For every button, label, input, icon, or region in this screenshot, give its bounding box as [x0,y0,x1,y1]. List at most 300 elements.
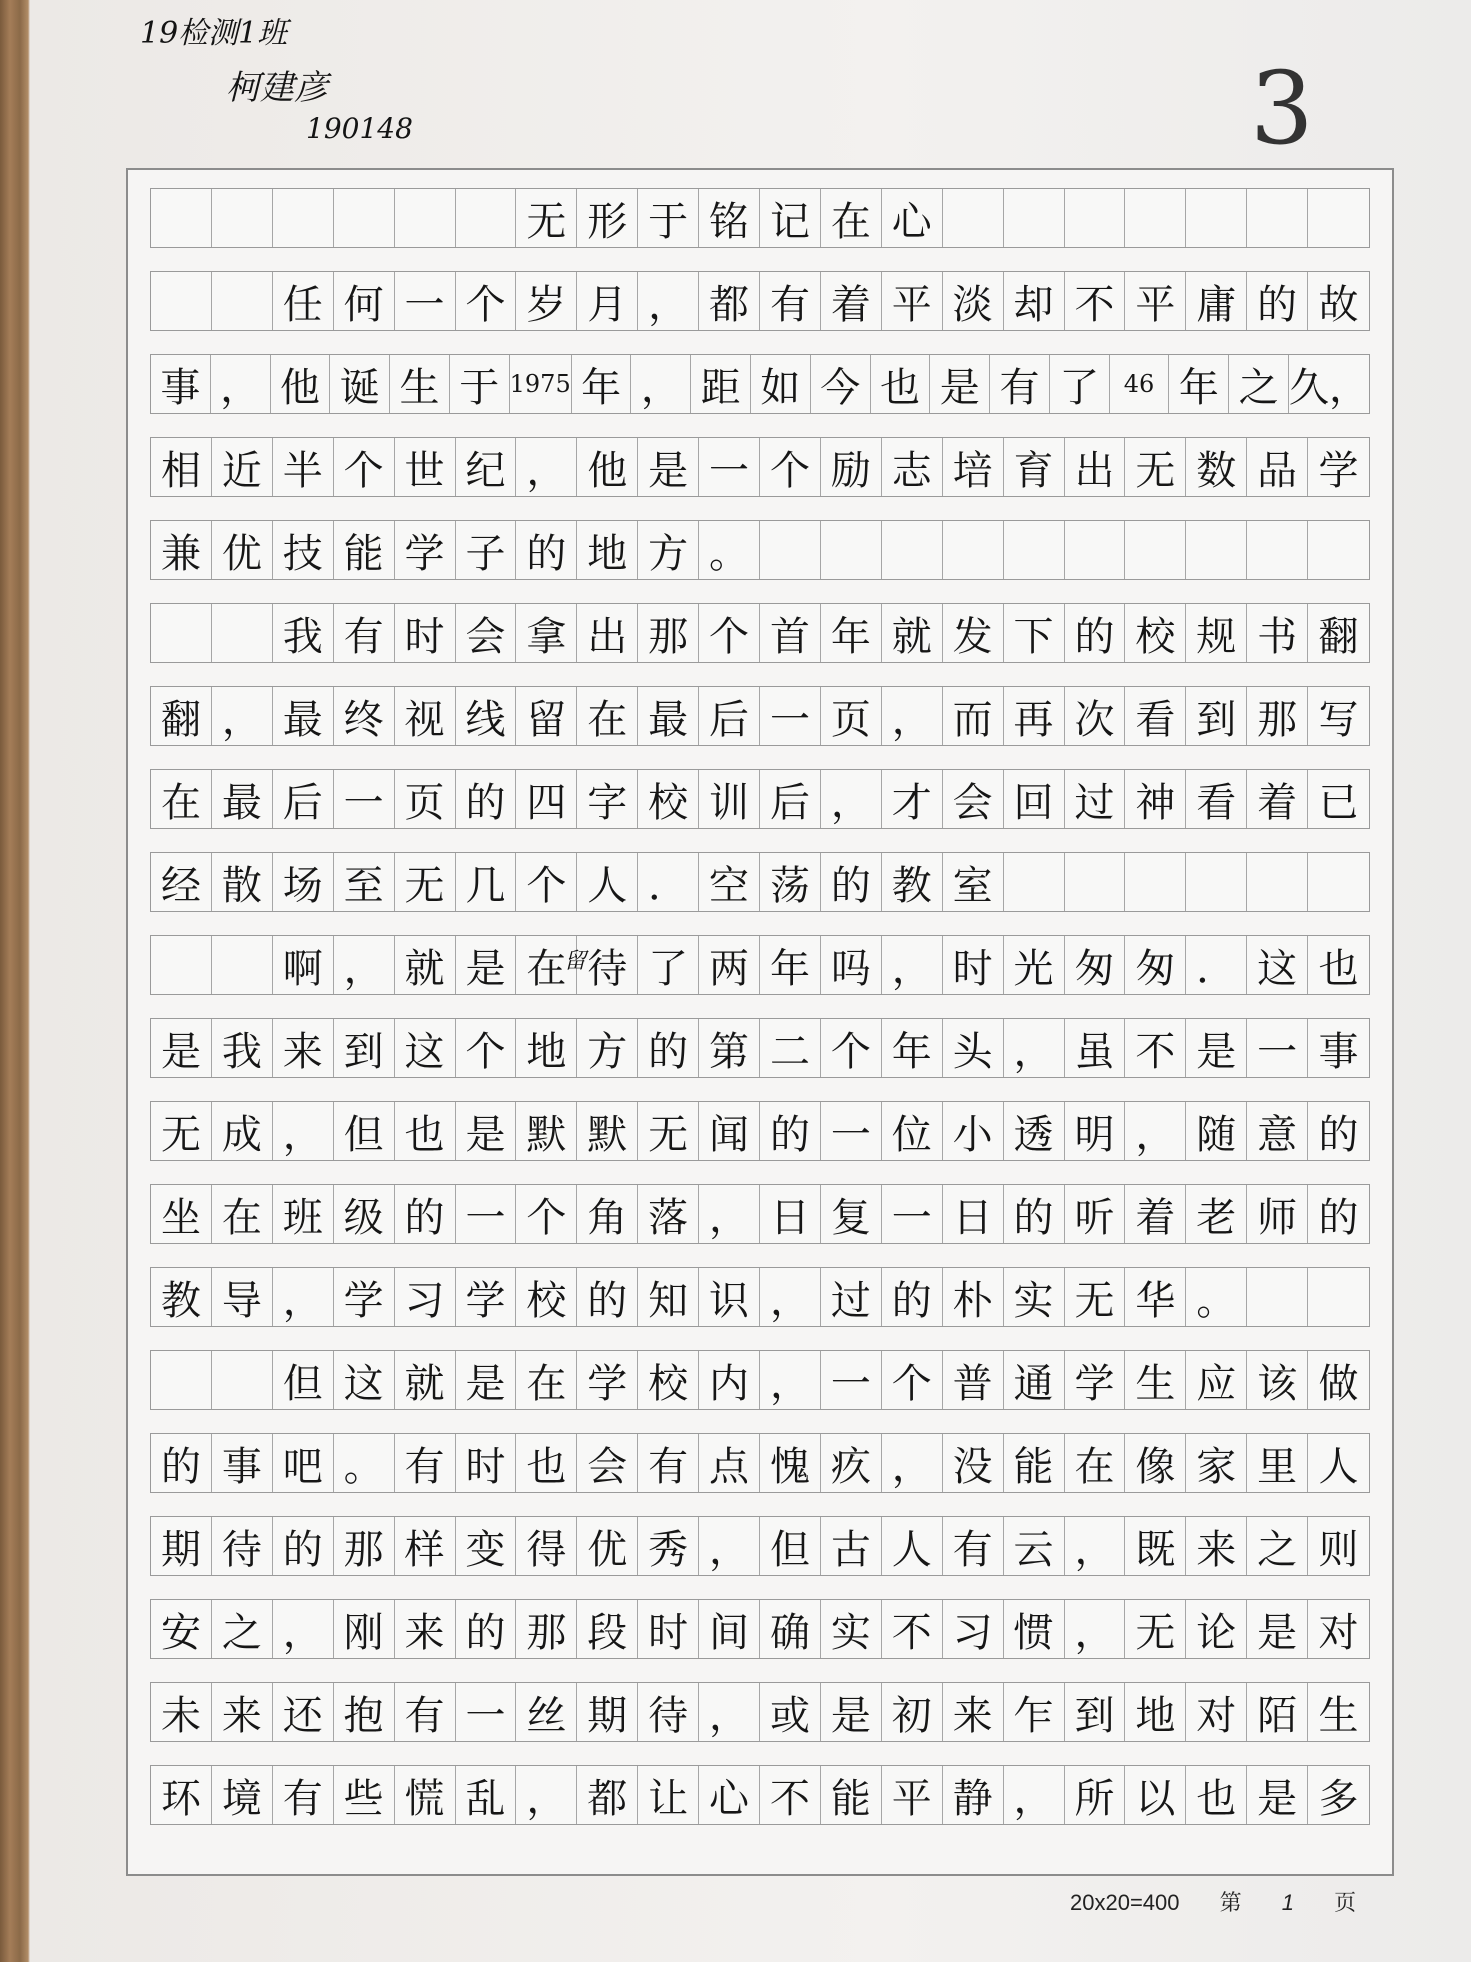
grid-cell: 静 [943,1766,1004,1824]
grid-cell: 最 [273,687,334,745]
grid-cell: 吗 [821,936,882,994]
grid-cell: 愧 [760,1434,821,1492]
grid-cell: 个 [760,438,821,496]
grid-cell: 期 [577,1683,638,1741]
grid-cell: 来 [273,1019,334,1077]
grid-cell [151,189,212,247]
grid-cell [151,1351,212,1409]
grid-cell: 到 [334,1019,395,1077]
grid-cell: 线 [456,687,517,745]
grid-cell: 有 [638,1434,699,1492]
grid-cell: 境 [212,1766,273,1824]
grid-cell: 学 [395,521,456,579]
grid-cell: 铭 [699,189,760,247]
page-suffix: 页 [1334,1890,1357,1915]
grid-cell [1186,853,1247,911]
grid-cell [151,604,212,662]
grid-cell: 任 [273,272,334,330]
grid-cell: 段 [577,1600,638,1658]
grid-cell [1125,521,1186,579]
grid-cell: 是 [456,1102,517,1160]
grid-cell: 随 [1186,1102,1247,1160]
grid-cell: 方 [638,521,699,579]
grid-cell: 最 [212,770,273,828]
grid-cell: 一 [334,770,395,828]
grid-cell: 庸 [1186,272,1247,330]
grid-cell: ， [212,687,273,745]
grid-cell: 下 [1004,604,1065,662]
grid-cell: 书 [1247,604,1308,662]
grid-row [150,1350,1370,1410]
grid-cell: 像 [1125,1434,1186,1492]
grid-cell: 何 [334,272,395,330]
grid-cell: 至 [334,853,395,911]
grid-cell: 是 [638,438,699,496]
student-name: 柯建彦 [226,68,328,108]
grid-cell: 就 [395,1351,456,1409]
grid-cell: 抱 [334,1683,395,1741]
grid-cell: 匆 [1125,936,1186,994]
grid-cell: ， [760,1268,821,1326]
grid-cell: 次 [1065,687,1126,745]
grid-cell: 个 [882,1351,943,1409]
grid-cell: 在 [1065,1434,1126,1492]
grid-cell: ， [631,355,691,413]
grid-cell: 地 [577,521,638,579]
grid-cell [151,272,212,330]
grid-cell: ， [821,770,882,828]
grid-cell: 他 [577,438,638,496]
grid-cell: 就 [882,604,943,662]
grid-cell: 听 [1065,1185,1126,1243]
grid-cell: 无 [1125,1600,1186,1658]
grid-cell: 之 [212,1600,273,1658]
grid-row [150,769,1370,829]
page-number: 1 [1281,1890,1295,1915]
grid-cell: 优 [212,521,273,579]
grid-cell: 培 [943,438,1004,496]
class-name: 19检测1班 [140,16,288,51]
grid-cell [1308,189,1369,247]
grid-cell: 是 [821,1683,882,1741]
grid-cell: 平 [882,272,943,330]
grid-cell: 翻 [1318,613,1359,660]
grid-cell: 但 [273,1351,334,1409]
grid-cell: ， [1004,1019,1065,1077]
grid-cell: 一 [760,687,821,745]
grid-cell: 普 [943,1351,1004,1409]
grid-cell: ， [273,1268,334,1326]
grid-cell: 之 [1229,355,1289,413]
grid-cell: ， [638,272,699,330]
grid-cell: 那 [1247,687,1308,745]
grid-cell: 对 [1186,1683,1247,1741]
grid-cell: 家 [1186,1434,1247,1492]
grid-cell: 对 [1318,1609,1359,1656]
grid-cell: 学 [456,1268,517,1326]
grid-cell: 散 [212,853,273,911]
grid-cell: 落 [638,1185,699,1243]
grid-cell: 校 [1125,604,1186,662]
grid-cell: 来 [1186,1517,1247,1575]
grid-cell: 环 [151,1766,212,1824]
grid-row [150,1267,1370,1327]
grid-cell: 在 [151,770,212,828]
grid-cell: 却 [1004,272,1065,330]
grid-cell: 待 [577,936,638,994]
grid-cell: 了 [638,936,699,994]
grid-cell: 乱 [456,1766,517,1824]
grid-cell: 角 [577,1185,638,1243]
grid-row [150,1599,1370,1659]
grid-cell: 校 [638,770,699,828]
grid-cell: 不 [760,1766,821,1824]
grid-cell: 得 [516,1517,577,1575]
grid-cell: 才 [882,770,943,828]
grid-cell: 华 [1125,1268,1186,1326]
grid-cell: 兼 [151,521,212,579]
grid-cell: 学 [1065,1351,1126,1409]
grid-cell: 导 [212,1268,273,1326]
grid-cell: 学 [577,1351,638,1409]
grid-cell: 年 [572,355,632,413]
grid-cell: 记 [760,189,821,247]
grid-cell [1186,521,1247,579]
grid-cell: 默 [577,1102,638,1160]
grid-cell: 场 [273,853,334,911]
grid-cell: 无 [395,853,456,911]
grid-cell: 光 [1004,936,1065,994]
grid-cell: 。 [699,521,760,579]
grid-cell: 于 [638,189,699,247]
grid-cell: 。 [334,1434,395,1492]
grid-cell: 校 [638,1351,699,1409]
grid-cell: 如 [751,355,811,413]
grid-cell: 拿 [516,604,577,662]
grid-cell: 惯 [1004,1600,1065,1658]
grid-cell: ， [882,1434,943,1492]
grid-cell: 相 [151,438,212,496]
grid-cell: 虽 [1065,1019,1126,1077]
grid-cell: 品 [1247,438,1308,496]
grid-row [150,1184,1370,1244]
grid-cell: 久， [1289,364,1369,411]
grid-cell: 也 [1186,1766,1247,1824]
score-mark: 3 [1250,50,1314,167]
grid-cell: 实 [821,1600,882,1658]
grid-cell: 习 [395,1268,456,1326]
grid-cell [1247,853,1308,911]
grid-cell: 意 [1247,1102,1308,1160]
grid-cell: 一 [882,1185,943,1243]
grid-cell: 着 [821,272,882,330]
grid-cell: 也 [395,1102,456,1160]
grid-cell [821,521,882,579]
grid-row [150,1765,1370,1825]
grid-cell: ， [516,1766,577,1824]
grid-cell: 后 [760,770,821,828]
grid-cell: 时 [395,604,456,662]
grid-cell: 期 [151,1517,212,1575]
grid-cell: 了 [1050,355,1110,413]
grid-cell [1125,189,1186,247]
grid-cell [1065,521,1126,579]
grid-cell: 里 [1247,1434,1308,1492]
grid-cell: 初 [882,1683,943,1741]
grid-cell: 的 [273,1517,334,1575]
grid-cell: 荡 [760,853,821,911]
grid-row [150,1516,1370,1576]
grid-cell: 个 [821,1019,882,1077]
grid-row [150,852,1370,912]
grid-cell: 而 [943,687,1004,745]
grid-cell: 生 [1318,1692,1359,1739]
grid-cell: 未 [151,1683,212,1741]
grid-cell: 也 [1318,945,1359,992]
grid-cell [212,604,273,662]
grid-cell: 识 [699,1268,760,1326]
grid-row [150,520,1370,580]
grid-row [150,437,1370,497]
grid-cell: 励 [821,438,882,496]
grid-cell: 的 [760,1102,821,1160]
grid-cell: 最 [638,687,699,745]
grid-cell: 的 [577,1268,638,1326]
grid-cell [273,189,334,247]
grid-cell: 淡 [943,272,1004,330]
grid-cell: 学 [334,1268,395,1326]
grid-cell: 教 [882,853,943,911]
grid-cell: 坐 [151,1185,212,1243]
grid-cell: 是 [1247,1600,1308,1658]
grid-cell: 还 [273,1683,334,1741]
writing-grid [126,168,1394,1876]
grid-cell: 1975 [510,355,572,413]
grid-cell: 的 [151,1434,212,1492]
grid-cell: 看 [1125,687,1186,745]
grid-cell [212,272,273,330]
grid-cell [1308,521,1369,579]
grid-cell [1186,189,1247,247]
grid-cell: 回 [1004,770,1065,828]
grid-cell: 是 [930,355,990,413]
grid-cell: 一 [395,272,456,330]
grid-cell: 事 [212,1434,273,1492]
page-footer [1070,1886,1390,1917]
grid-cell: 地 [1125,1683,1186,1741]
grid-cell: 是 [456,936,517,994]
grid-cell: 透 [1004,1102,1065,1160]
grid-cell: 终 [334,687,395,745]
grid-cell: 习 [943,1600,1004,1658]
grid-cell: 都 [699,272,760,330]
grid-cell: 页 [821,687,882,745]
grid-cell: 无 [151,1102,212,1160]
grid-cell: 老 [1186,1185,1247,1243]
grid-cell: 陌 [1247,1683,1308,1741]
grid-cell: 翻 [151,687,212,745]
grid-cell [1308,1268,1369,1326]
grid-cell [1125,853,1186,911]
grid-cell: 头 [943,1019,1004,1077]
grid-cell: 过 [1065,770,1126,828]
grid-cell: 疚 [821,1434,882,1492]
grid-cell: 个 [516,1185,577,1243]
grid-cell: 小 [943,1102,1004,1160]
grid-cell: 岁 [516,272,577,330]
grid-cell: 能 [1004,1434,1065,1492]
grid-cell: ， [699,1517,760,1575]
grid-cell: 但 [334,1102,395,1160]
grid-cell [882,521,943,579]
grid-cell: 时 [943,936,1004,994]
grid-cell: 的 [395,1185,456,1243]
grid-cell: 形 [577,189,638,247]
grid-cell: 的 [821,853,882,911]
grid-cell: 过 [821,1268,882,1326]
grid-cell: 级 [334,1185,395,1243]
grid-cell: 空 [699,853,760,911]
grid-cell: 确 [760,1600,821,1658]
grid-cell: 所 [1065,1766,1126,1824]
grid-cell: 在 [516,936,577,994]
grid-cell: ， [882,936,943,994]
grid-cell: 闻 [699,1102,760,1160]
grid-cell: 有 [990,355,1050,413]
grid-row [150,686,1370,746]
grid-cell: 会 [456,604,517,662]
grid-cell: 也 [516,1434,577,1492]
grid-cell: 视 [395,687,456,745]
grid-cell: 地 [516,1019,577,1077]
grid-cell: 看 [1186,770,1247,828]
grid-cell: 多 [1318,1775,1359,1822]
grid-cell: 年 [882,1019,943,1077]
grid-cell [1247,1268,1308,1326]
grid-cell [760,521,821,579]
grid-cell: 事 [151,355,211,413]
grid-cell: 论 [1186,1600,1247,1658]
grid-cell: 时 [638,1600,699,1658]
grid-cell: 有 [760,272,821,330]
grid-cell: 出 [1065,438,1126,496]
grid-cell: 不 [1125,1019,1186,1077]
grid-cell: 一 [456,1683,517,1741]
grid-cell: 些 [334,1766,395,1824]
grid-row [150,1101,1370,1161]
grid-cell: 半 [273,438,334,496]
grid-cell [334,189,395,247]
grid-cell: 以 [1125,1766,1186,1824]
grid-cell [1247,521,1308,579]
grid-cell: 心 [699,1766,760,1824]
grid-cell: 一 [699,438,760,496]
student-id: 190148 [306,112,413,145]
grid-cell: 或 [760,1683,821,1741]
grid-cell [151,936,212,994]
grid-cell: 到 [1186,687,1247,745]
grid-cell: 发 [943,604,1004,662]
grid-cell: 技 [273,521,334,579]
grid-cell: 那 [516,1600,577,1658]
grid-cell: 数 [1186,438,1247,496]
grid-cell: 出 [577,604,638,662]
grid-cell: 啊 [273,936,334,994]
grid-cell: 一 [456,1185,517,1243]
grid-cell: 写 [1318,696,1359,743]
grid-cell: 平 [1125,272,1186,330]
grid-cell: 我 [212,1019,273,1077]
grid-cell: 明 [1065,1102,1126,1160]
grid-cell: 来 [395,1600,456,1658]
grid-cell: 的 [638,1019,699,1077]
grid-cell: ， [1004,1766,1065,1824]
grid-cell [1004,189,1065,247]
grid-cell: ， [760,1351,821,1409]
grid-cell: 会 [577,1434,638,1492]
grid-cell [1004,521,1065,579]
grid-cell: ， [699,1683,760,1741]
grid-cell: 刚 [334,1600,395,1658]
grid-cell: 今 [811,355,871,413]
grid-row [150,188,1370,248]
grid-row [150,271,1370,331]
grid-cell: 但 [760,1517,821,1575]
grid-cell: ， [882,687,943,745]
grid-cell: 时 [456,1434,517,1492]
grid-cell: 生 [390,355,450,413]
grid-cell: 做 [1318,1360,1359,1407]
grid-cell: 这 [1247,936,1308,994]
grid-cell: 就 [395,936,456,994]
grid-cell [212,1351,273,1409]
grid-cell: 点 [699,1434,760,1492]
grid-cell: ． [638,853,699,911]
grid-cell: 来 [943,1683,1004,1741]
grid-cell: 通 [1004,1351,1065,1409]
grid-cell: 日 [760,1185,821,1243]
grid-cell: 年 [760,936,821,994]
grid-cell: 这 [334,1351,395,1409]
grid-cell: 页 [395,770,456,828]
grid-cell: 应 [1186,1351,1247,1409]
grid-cell: 世 [395,438,456,496]
grid-cell: 安 [151,1600,212,1658]
grid-cell: 诞 [330,355,390,413]
insertion-mark: 留 [564,949,587,974]
grid-cell: 留 [516,687,577,745]
grid-cell: 有 [395,1434,456,1492]
grid-cell: 变 [456,1517,517,1575]
grid-cell: 的 [1247,272,1308,330]
grid-cell: 几 [456,853,517,911]
grid-cell [943,189,1004,247]
grid-cell: 在 [516,1351,577,1409]
grid-cell: 吧 [273,1434,334,1492]
grid-cell: 知 [638,1268,699,1326]
grid-cell: 成 [212,1102,273,1160]
grid-cell [1065,189,1126,247]
grid-cell: 的 [1004,1185,1065,1243]
grid-cell: 乍 [1004,1683,1065,1741]
grid-row [150,354,1370,414]
grid-cell [1247,189,1308,247]
grid-cell: 该 [1247,1351,1308,1409]
grid-row [150,1433,1370,1493]
grid-cell: 班 [273,1185,334,1243]
grid-cell: 生 [1125,1351,1186,1409]
grid-cell: 待 [638,1683,699,1741]
